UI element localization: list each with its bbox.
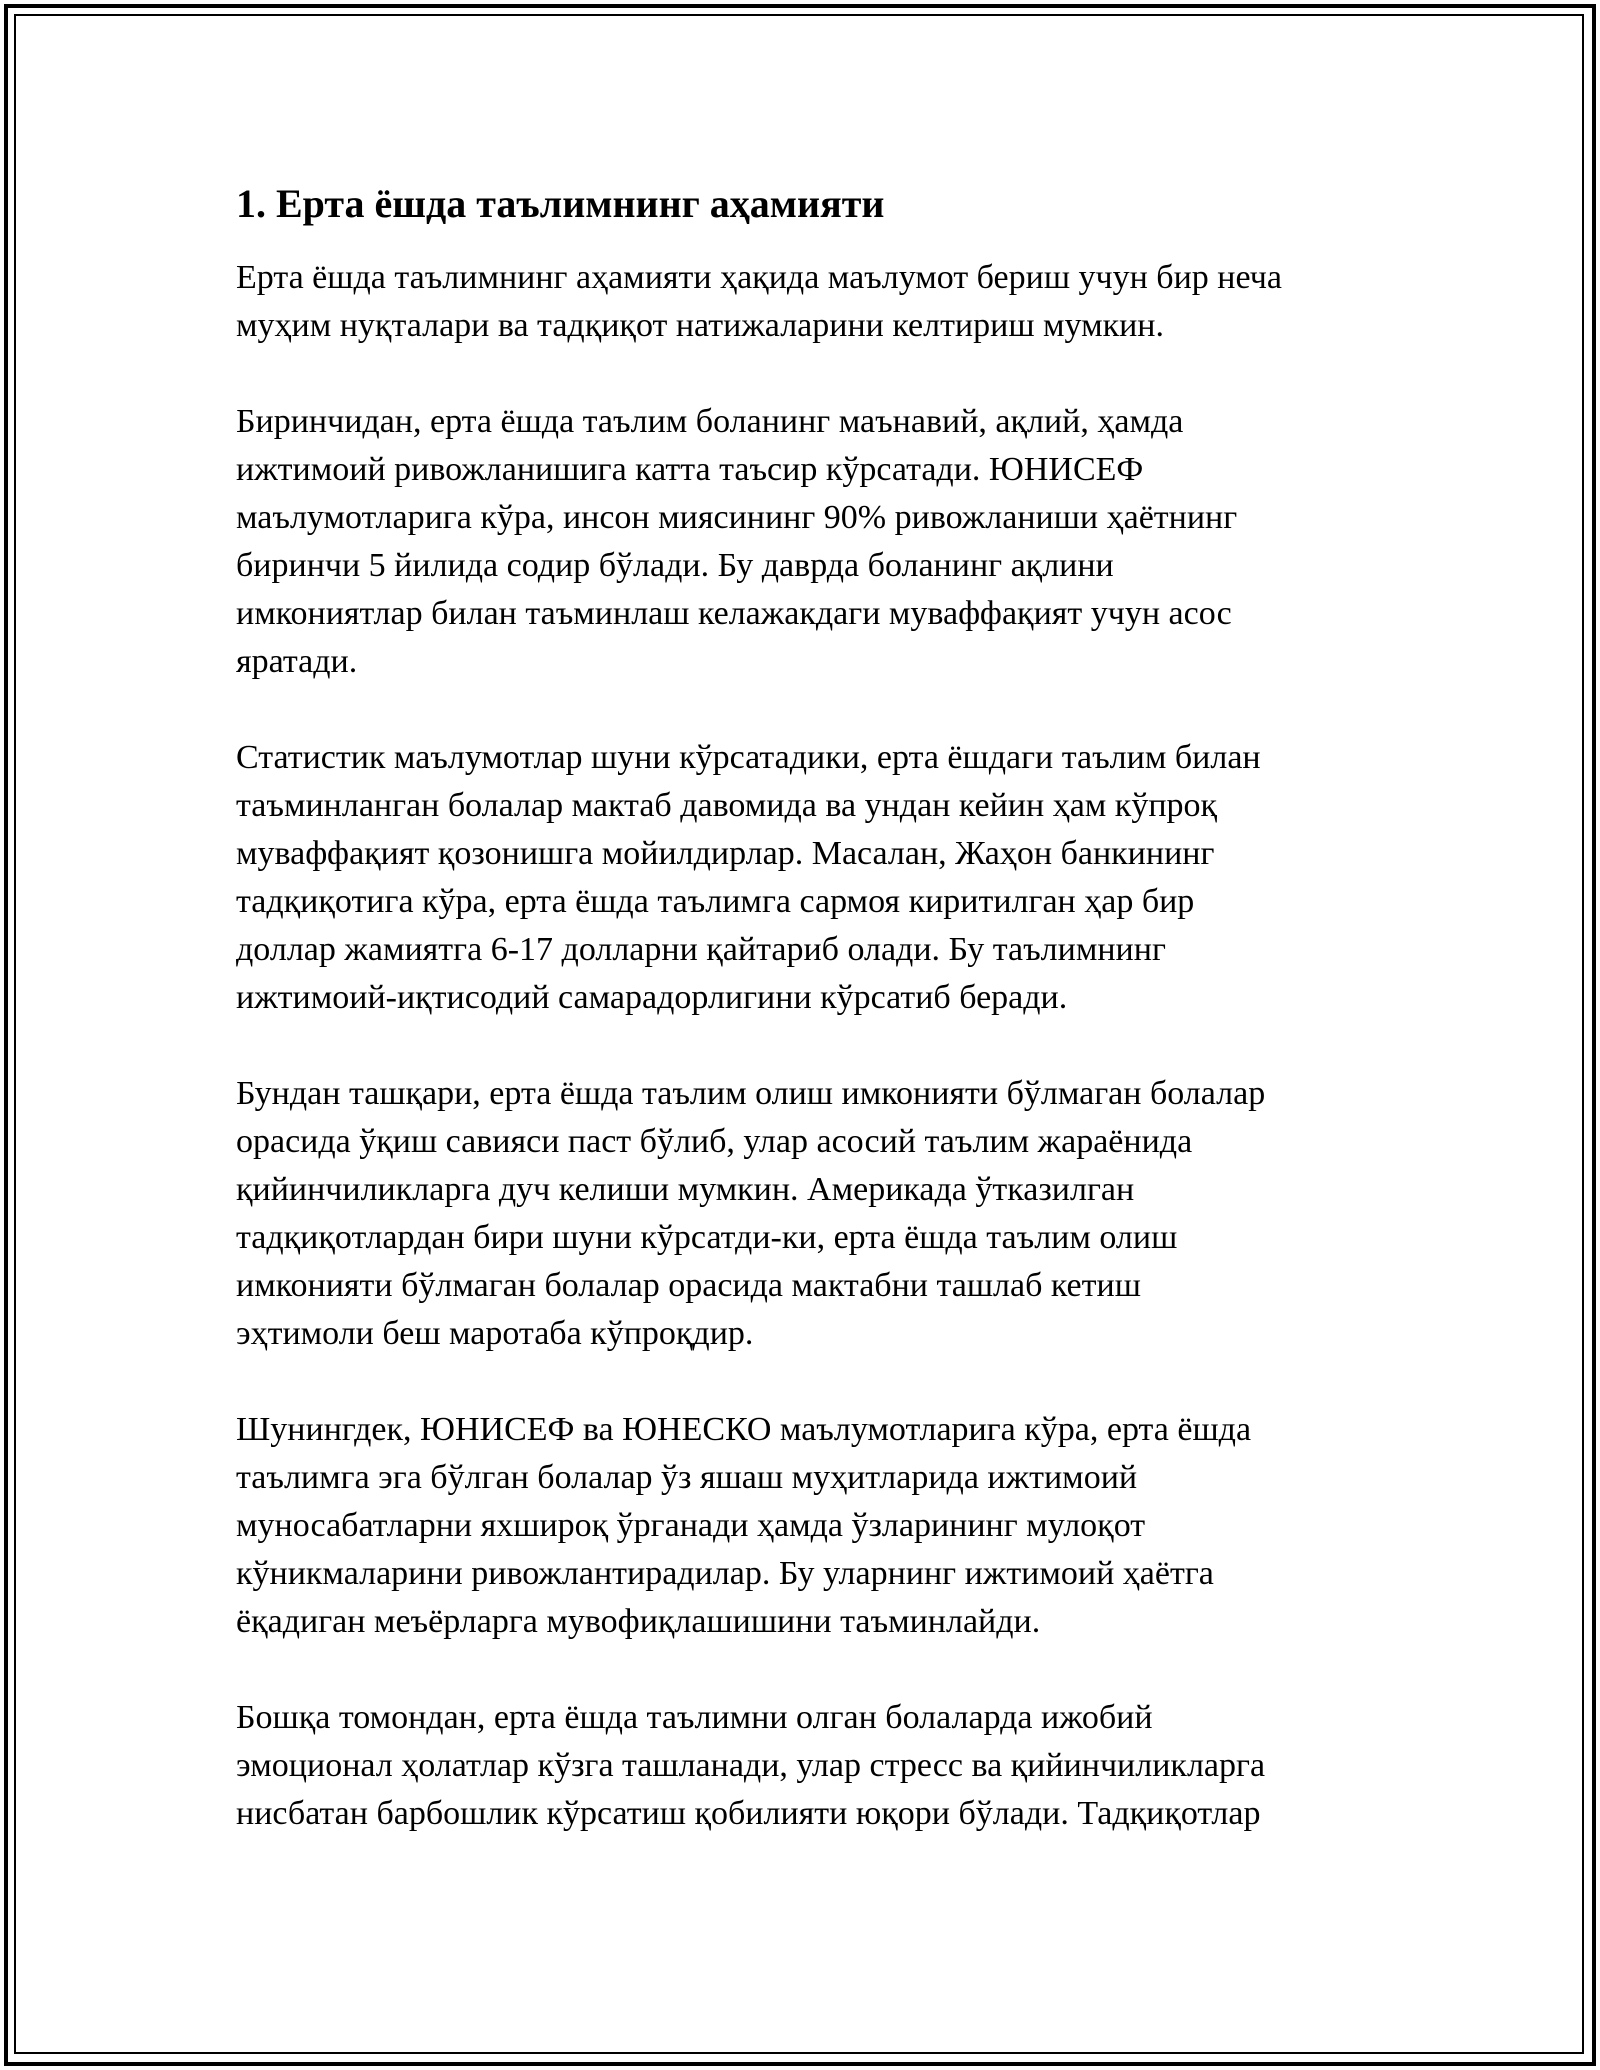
text-line: Статистик маълумотлар шуни кўрсатадики, ерта ёшдаги таълим билан (236, 739, 1261, 776)
text-line: биринчи 5 йилида содир бўлади. Бу даврда боланинг ақлини (236, 547, 1114, 584)
paragraph-4 (236, 1070, 1396, 1358)
text-line: таъминланган болалар мактаб давомида ва ундан кейин ҳам кўпроқ (236, 787, 1218, 824)
text-line: эмоционал ҳолатлар кўзга ташланади, улар стресс ва қийинчиликларга (236, 1747, 1266, 1784)
paragraph-3 (236, 734, 1396, 1022)
paragraph-6 (236, 1694, 1396, 1838)
text-line: доллар жамиятга 6-17 долларни қайтариб олади. Бу таълимнинг (236, 931, 1166, 968)
text-line: муваффақият қозонишга мойилдирлар. Масалан, Жаҳон банкининг (236, 835, 1215, 872)
text-line: ижтимоий ривожланишига катта таъсир кўрсатади. ЮНИСЕФ (236, 451, 1144, 488)
text-line: ижтимоий-иқтисодий самарадорлигини кўрсатиб беради. (236, 979, 1068, 1016)
text-line: таълимга эга бўлган болалар ўз яшаш муҳитларида ижтимоий (236, 1459, 1138, 1496)
text-line: эҳтимоли беш маротаба кўпроқдир. (236, 1315, 754, 1352)
text-line: муҳим нуқталари ва тадқиқот натижаларини келтириш мумкин. (236, 307, 1164, 344)
text-line: муносабатларни яхшироқ ўрганади ҳамда ўзларининг мулоқот (236, 1507, 1146, 1544)
text-line: тадқиқотлардан бири шуни кўрсатди-ки, ерта ёшда таълим олиш (236, 1219, 1178, 1256)
section-heading: 1. Ерта ёшда таълимнинг аҳамияти (236, 181, 885, 226)
text-line: ёқадиган меъёрларга мувофиқлашишини таъминлайди. (236, 1603, 1041, 1640)
text-line: Бошқа томондан, ерта ёшда таълимни олган болаларда ижобий (236, 1699, 1153, 1736)
text-line: тадқиқотига кўра, ерта ёшда таълимга сармоя киритилган ҳар бир (236, 883, 1195, 920)
text-line: кўникмаларини ривожлантирадилар. Бу уларнинг ижтимоий ҳаётга (236, 1555, 1214, 1592)
text-line: Биринчидан, ерта ёшда таълим боланинг маънавий, ақлий, ҳамда (236, 403, 1184, 440)
text-line: орасида ўқиш савияси паст бўлиб, улар асосий таълим жараёнида (236, 1123, 1193, 1160)
text-line: қийинчиликларга дуч келиши мумкин. Америкада ўтказилган (236, 1171, 1135, 1208)
text-line: яратади. (236, 643, 358, 680)
paragraph-2 (236, 398, 1396, 686)
text-line: Шунингдек, ЮНИСЕФ ва ЮНЕСКО маълумотларига кўра, ерта ёшда (236, 1411, 1252, 1448)
paragraph-1 (236, 254, 1396, 350)
paragraph-5 (236, 1406, 1396, 1646)
document-body (236, 180, 1396, 1886)
text-line: маълумотларига кўра, инсон миясининг 90% ривожланиши ҳаётнинг (236, 499, 1238, 536)
text-line: имкониятлар билан таъминлаш келажакдаги муваффақият учун асос (236, 595, 1232, 632)
text-line: Бундан ташқари, ерта ёшда таълим олиш имконияти бўлмаган болалар (236, 1075, 1266, 1112)
text-line: нисбатан барбошлик кўрсатиш қобилияти юқори бўлади. Тадқиқотлар (236, 1795, 1261, 1832)
text-line: имконияти бўлмаган болалар орасида мактабни ташлаб кетиш (236, 1267, 1141, 1304)
text-line: Ерта ёшда таълимнинг аҳамияти ҳақида маълумот бериш учун бир неча (236, 259, 1282, 296)
